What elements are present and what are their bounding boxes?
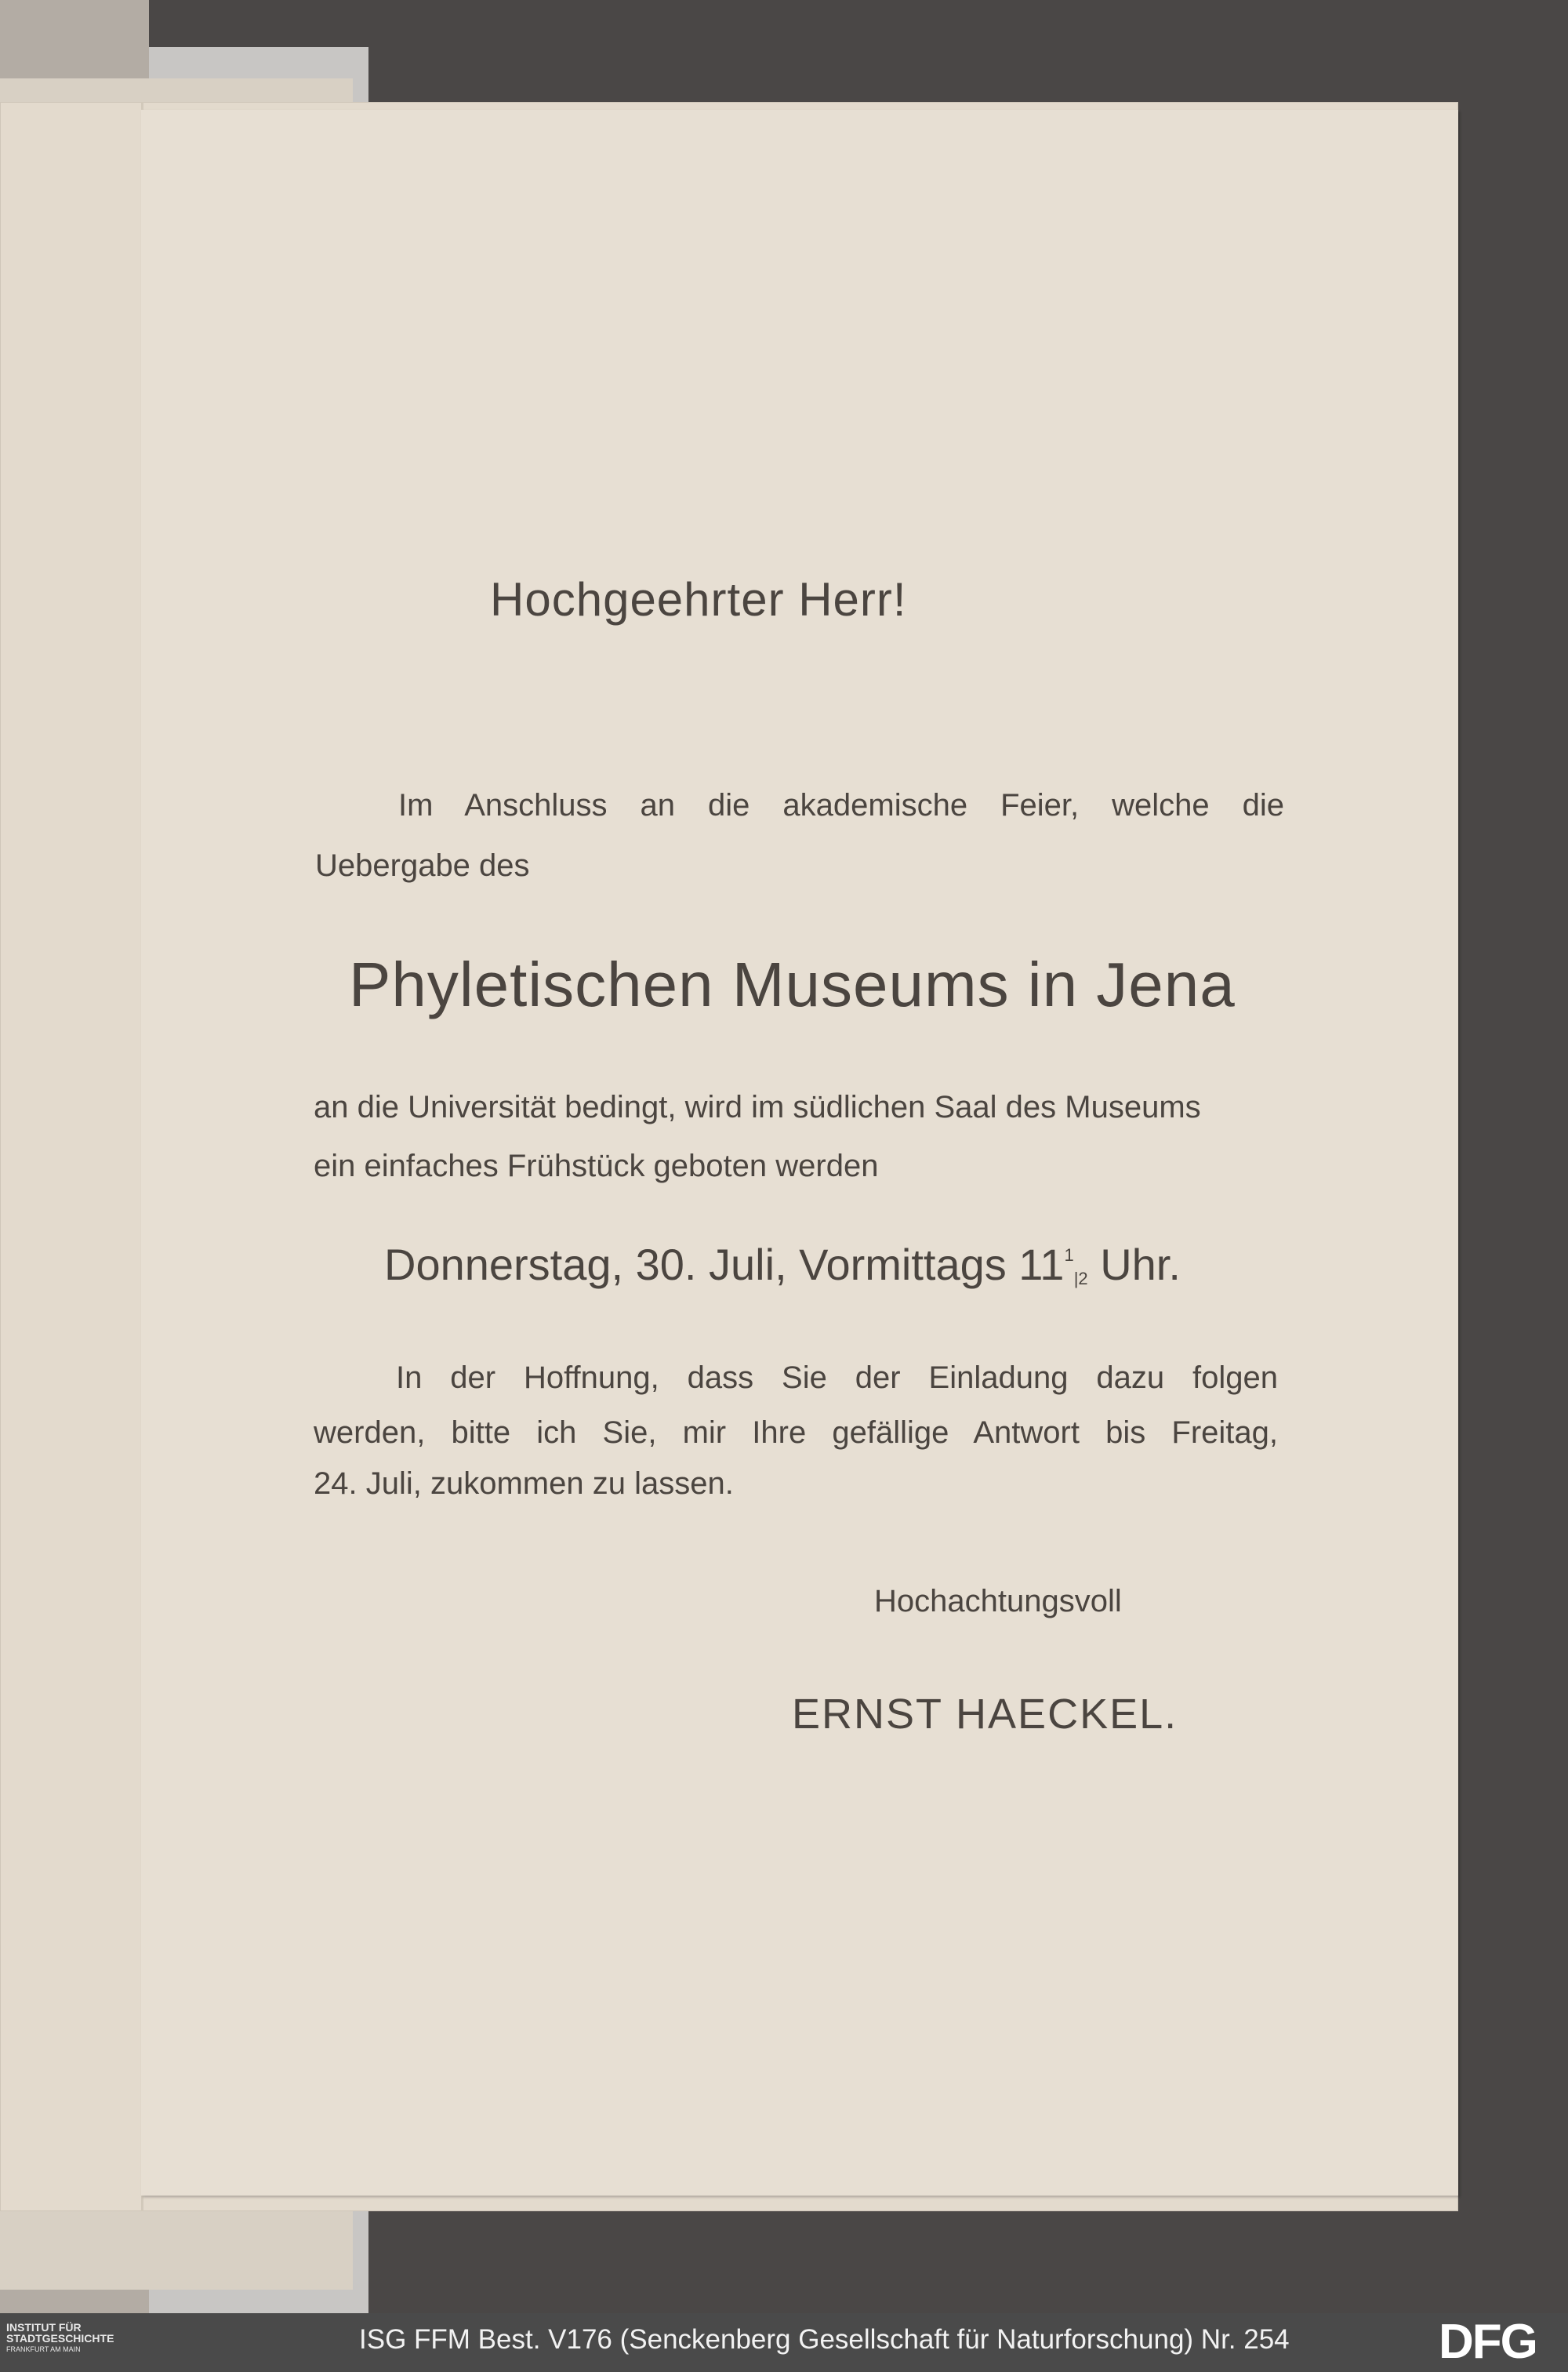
salutation: Hochgeehrter Herr! — [490, 573, 907, 626]
closing: Hochachtungsvoll — [874, 1584, 1122, 1618]
paragraph2-line1: an die Universität bedingt, wird im südlichen Saal des Museums — [314, 1090, 1201, 1124]
paragraph3-line2: werden, bitte ich Sie, mir Ihre gefällige Antwort bis Freitag, — [314, 1415, 1278, 1450]
museum-title: Phyletischen Museums in Jena — [349, 950, 1236, 1019]
institute-line3: FRANKFURT AM MAIN — [6, 2345, 81, 2353]
paragraph1-line2: Uebergabe des — [315, 848, 530, 883]
event-date-denominator: |2 — [1073, 1269, 1088, 1288]
event-date — [384, 1239, 1181, 1290]
paragraph2-line2: ein einfaches Frühstück geboten werden — [314, 1149, 879, 1183]
event-date-text: Donnerstag, 30. Juli, Vormittags 11 — [384, 1240, 1065, 1289]
paragraph3-line1: In der Hoffnung, dass Sie der Einladung dazu folgen — [396, 1360, 1278, 1395]
footer-caption: ISG FFM Best. V176 (Senckenberg Gesellschaft für Naturforschung) Nr. 254 — [359, 2324, 1290, 2355]
event-date-suffix: Uhr. — [1087, 1240, 1181, 1289]
dfg-logo: DFG — [1439, 2315, 1537, 2369]
institute-logo — [6, 2322, 114, 2355]
paragraph1-line1: Im Anschluss an die akademische Feier, welche die — [398, 788, 1284, 823]
event-date-numerator: 1 — [1064, 1245, 1074, 1265]
paragraph3-line3: 24. Juli, zukommen zu lassen. — [314, 1466, 734, 1501]
signature: ERNST HAECKEL. — [792, 1691, 1178, 1738]
institute-line1: INSTITUT FÜR — [6, 2321, 82, 2334]
institute-line2: STADTGESCHICHTE — [6, 2332, 114, 2345]
